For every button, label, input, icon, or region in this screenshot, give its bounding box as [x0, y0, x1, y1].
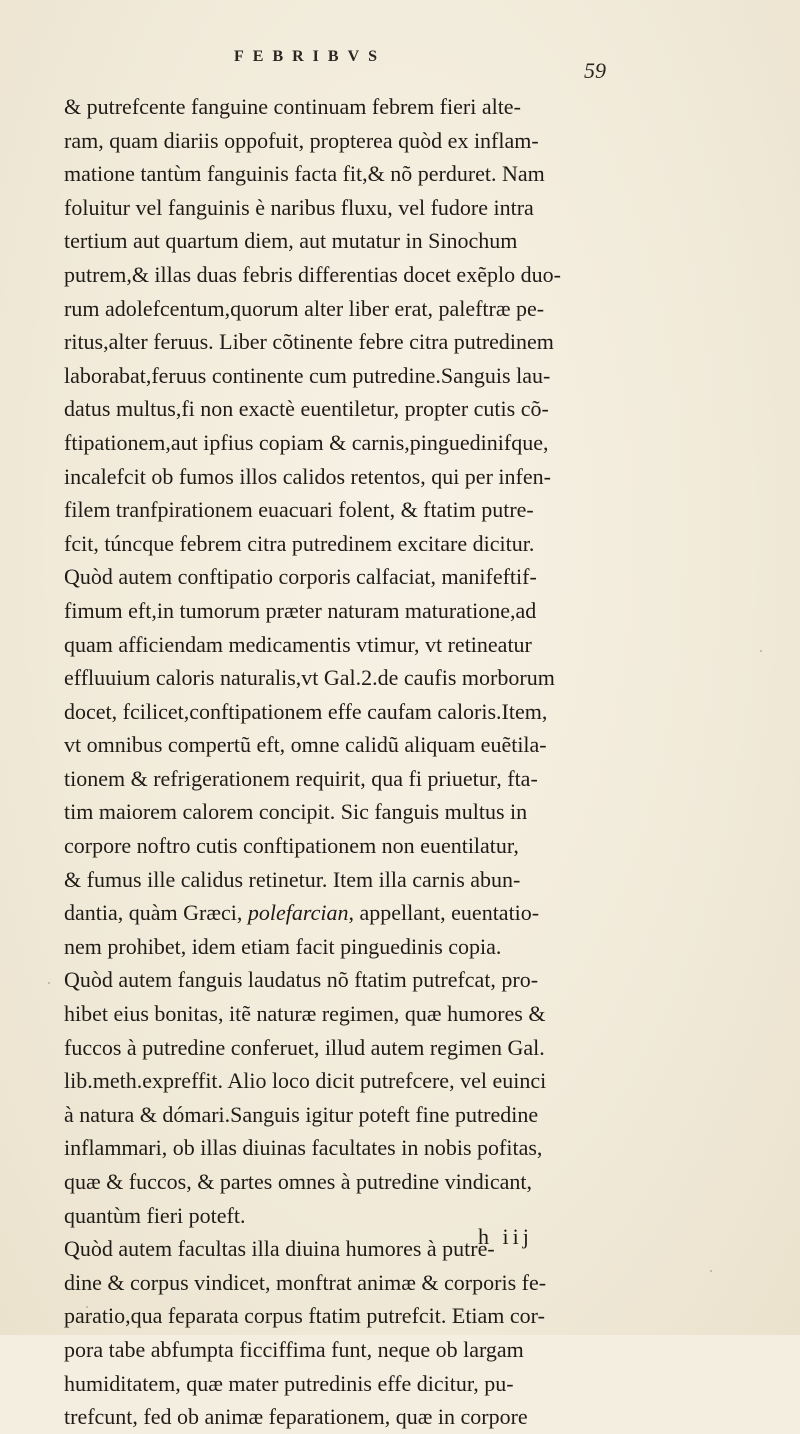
text-line: dine & corpus vindicet, monftrat animæ & corporis fe- [64, 1269, 547, 1295]
text-line: corpore noftro cutis conftipationem non euentilatur, [64, 833, 519, 859]
text-line: inflammari, ob illas diuinas facultates in nobis pofitas, [64, 1135, 543, 1161]
text-line: rum adolefcentum,quorum alter liber erat, paleftræ pe- [64, 295, 545, 321]
text-line: quæ & fuccos, & partes omnes à putredine vindicant, [64, 1169, 532, 1194]
text-line: & fumus ille calidus retinetur. Item illa carnis abun- [64, 866, 521, 892]
text-line: vt omnibus compertũ eft, omne calidũ aliquam euẽtila- [64, 732, 547, 758]
text-line: & putrefcente fanguine continuam febrem fieri alte- [64, 94, 521, 119]
text-line: tionem & refrigerationem requirit, qua fi priuetur, fta- [64, 765, 538, 791]
text-line: nem prohibet, idem etiam facit pinguedinis copia. [64, 933, 502, 959]
text-line: filem tranfpirationem euacuari folent, & ftatim putre- [64, 497, 534, 523]
italic-term: polefarcian [247, 900, 349, 926]
text-line: incalefcit ob fumos illos calidos retentos, qui per infen- [64, 463, 551, 489]
text-line: Quòd autem facultas illa diuina humores à putre- [64, 1236, 495, 1262]
body-text [64, 90, 742, 1434]
text-line: fcit, túncque febrem citra putredinem excitare dicitur. [64, 530, 535, 556]
paper-speck [710, 1270, 712, 1272]
text-line: docet, fcilicet,conftipationem effe caufam caloris.Item, [64, 698, 548, 724]
text-line: foluitur vel fanguinis è naribus fluxu, vel fudore intra [64, 194, 534, 220]
text-line: tim maiorem calorem concipit. Sic fanguis multus in [64, 799, 528, 825]
text-line: ritus,alter feruus. Liber cõtinente febre citra putredinem [64, 329, 554, 355]
text-line: Quòd autem conftipatio corporis calfaciat, manifeftif- [64, 564, 537, 590]
text-line: ram, quam diariis oppofuit, propterea quòd ex inflam- [64, 127, 539, 153]
text-line: laborabat,feruus continente cum putredine.Sanguis lau- [64, 362, 551, 388]
page-header [0, 48, 800, 88]
signature-mark: h iij [478, 1224, 533, 1249]
text-line: trefcunt, fed ob animæ feparationem, quæ in corpore [64, 1404, 528, 1430]
text-line: dantia, quàm Græci, polefarcian, appellant, euentatio- [64, 900, 540, 926]
text-line: fuccos à putredine conferuet, illud autem regimen Gal. [64, 1034, 545, 1060]
text-line: à natura & dómari.Sanguis igitur poteft fine putredine [64, 1101, 539, 1127]
text-line: Quòd autem fanguis laudatus nõ ftatim putrefcat, pro- [64, 967, 539, 993]
text-line: quantùm fieri poteft. [64, 1202, 246, 1228]
text-line: humiditatem, quæ mater putredinis effe dicitur, pu- [64, 1370, 514, 1396]
text-line: quam afficiendam medicamentis vtimur, vt retineatur [64, 631, 532, 657]
text-line: ftipationem,aut ipfius copiam & carnis,pinguedinifque, [64, 429, 549, 455]
text-line: fimum eft,in tumorum præter naturam maturatione,ad [64, 597, 537, 623]
text-line: effluuium caloris naturalis,vt Gal.2.de caufis morborum [64, 665, 555, 691]
paper-speck [48, 982, 50, 984]
text-line: tertium aut quartum diem, aut mutatur in Sinochum [64, 228, 518, 254]
text-line: paratio,qua feparata corpus ftatim putrefcit. Etiam cor- [64, 1303, 545, 1329]
text-line: datus multus,fi non exactè euentiletur, propter cutis cõ- [64, 396, 549, 422]
text-line: hibet eius bonitas, itẽ naturæ regimen, quæ humores & [64, 1001, 546, 1027]
text-line: pora tabe abfumpta ficciffima funt, neque ob largam [64, 1336, 524, 1362]
running-title: FEBRIBVS [234, 48, 387, 65]
paper-speck [760, 650, 762, 652]
paper-speck [86, 1306, 88, 1308]
page-number: 59 [584, 58, 606, 83]
text-line: matione tantùm fanguinis facta fit,& nõ perduret. Nam [64, 161, 545, 187]
text-line: lib.meth.expreffit. Alio loco dicit putrefcere, vel euinci [64, 1068, 547, 1094]
text-line: putrem,& illas duas febris differentias docet exẽplo duo- [64, 261, 561, 287]
